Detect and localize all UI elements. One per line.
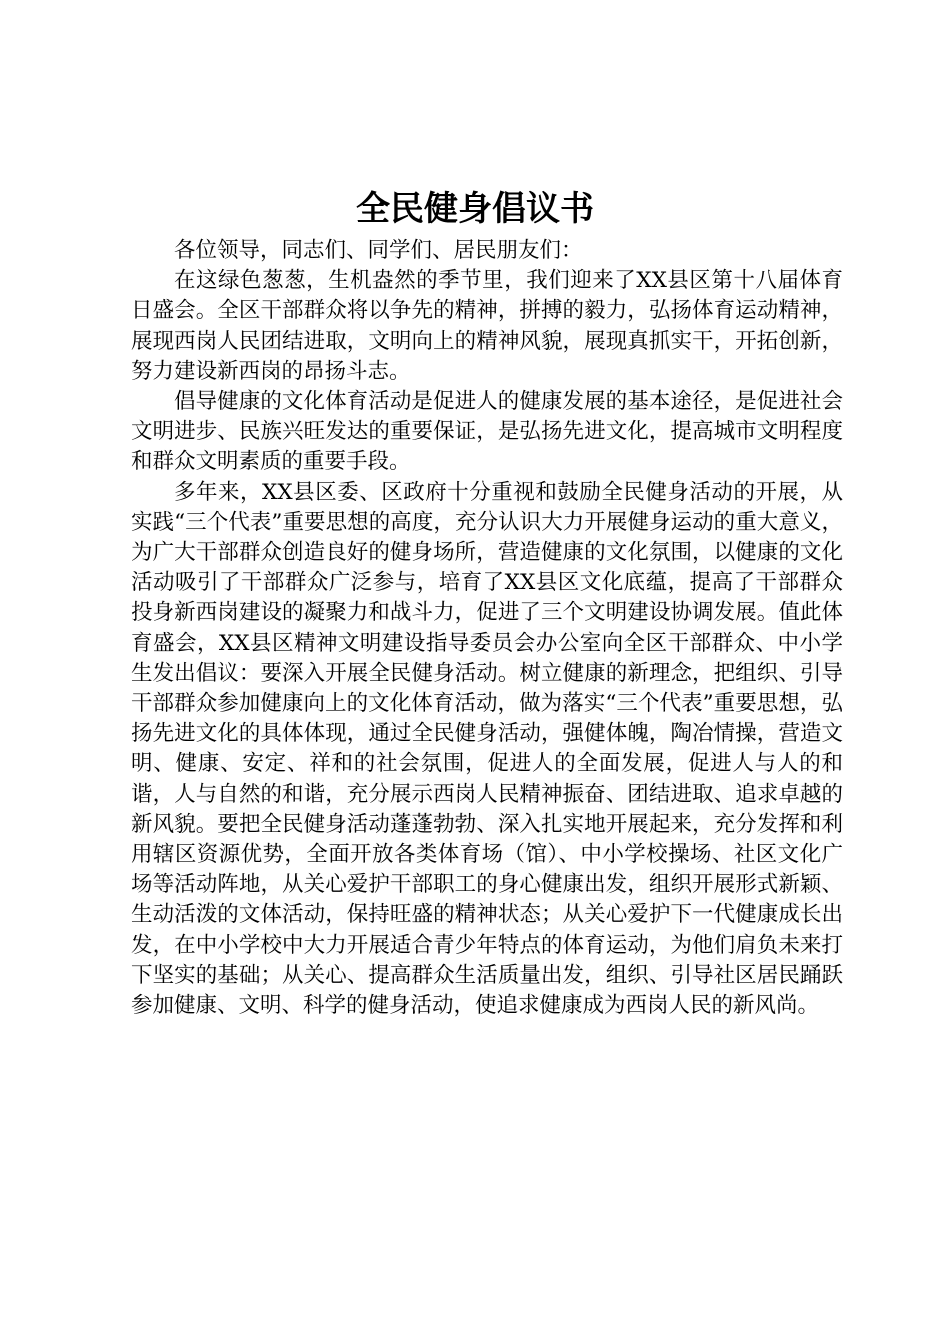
document-title: 全民健身倡议书: [356, 189, 594, 229]
salutation-paragraph: 各位领导，同志们、同学们、居民朋友们：: [174, 238, 583, 263]
document-body: [131, 236, 843, 1021]
body-paragraph: 倡导健康的文化体育活动是促进人的健康发展的基本途径，是促进社会文明进步、民族兴旺发达的重要保证，是弘扬先进文化，提高城市文明程度和群众文明素质的重要手段。: [131, 389, 843, 475]
body-paragraph: 在这绿色葱葱，生机盎然的季节里，我们迎来了XX县区第十八届体育日盛会。全区干部群众将以争先的精神，拼搏的毅力，弘扬体育运动精神，展现西岗人民团结进取，文明向上的精神风貌，展现真抓实干，开拓创新，努力建设新西岗的昂扬斗志。: [131, 268, 843, 384]
body-paragraph: 多年来，XX县区委、区政府十分重视和鼓励全民健身活动的开展，从实践“三个代表”重要思想的高度，充分认识大力开展健身运动的重大意义，为广大干部群众创造良好的健身场所，营造健康的文化氛围，以健康的文化活动吸引了干部群众广泛参与，培育了XX县区文化底蕴，提高了干部群众投身新西岗建设的凝聚力和战斗力，促进了三个文明建设协调发展。值此体育盛会，XX县区精神文明建设指导委员会办公室向全区干部群众、中小学生发出倡议：要深入开展全民健身活动。树立健康的新理念，把组织、引导干部群众参加健康向上的文化体育活动，做为落实“三个代表”重要思想，弘扬先进文化的具体体现，通过全民健身活动，强健体魄，陶冶情操，营造文明、健康、安定、祥和的社会氛围，促进人的全面发展，促进人与人的和谐，人与自然的和谐，充分展示西岗人民精神振奋、团结进取、追求卓越的新风貌。要把全民健身活动蓬蓬勃勃、深入扎实地开展起来，充分发挥和利用辖区资源优势，全面开放各类体育场（馆）、中小学校操场、社区文化广场等活动阵地，从关心爱护干部职工的身心健康出发，组织开展形式新颖、生动活泼的文体活动，保持旺盛的精神状态；从关心爱护下一代健康成长出发，在中小学校中大力开展适合青少年特点的体育运动，为他们肩负未来打下坚实的基础；从关心、提高群众生活质量出发，组织、引导社区居民踊跃参加健康、文明、科学的健身活动，使追求健康成为西岗人民的新风尚。: [131, 479, 843, 1019]
